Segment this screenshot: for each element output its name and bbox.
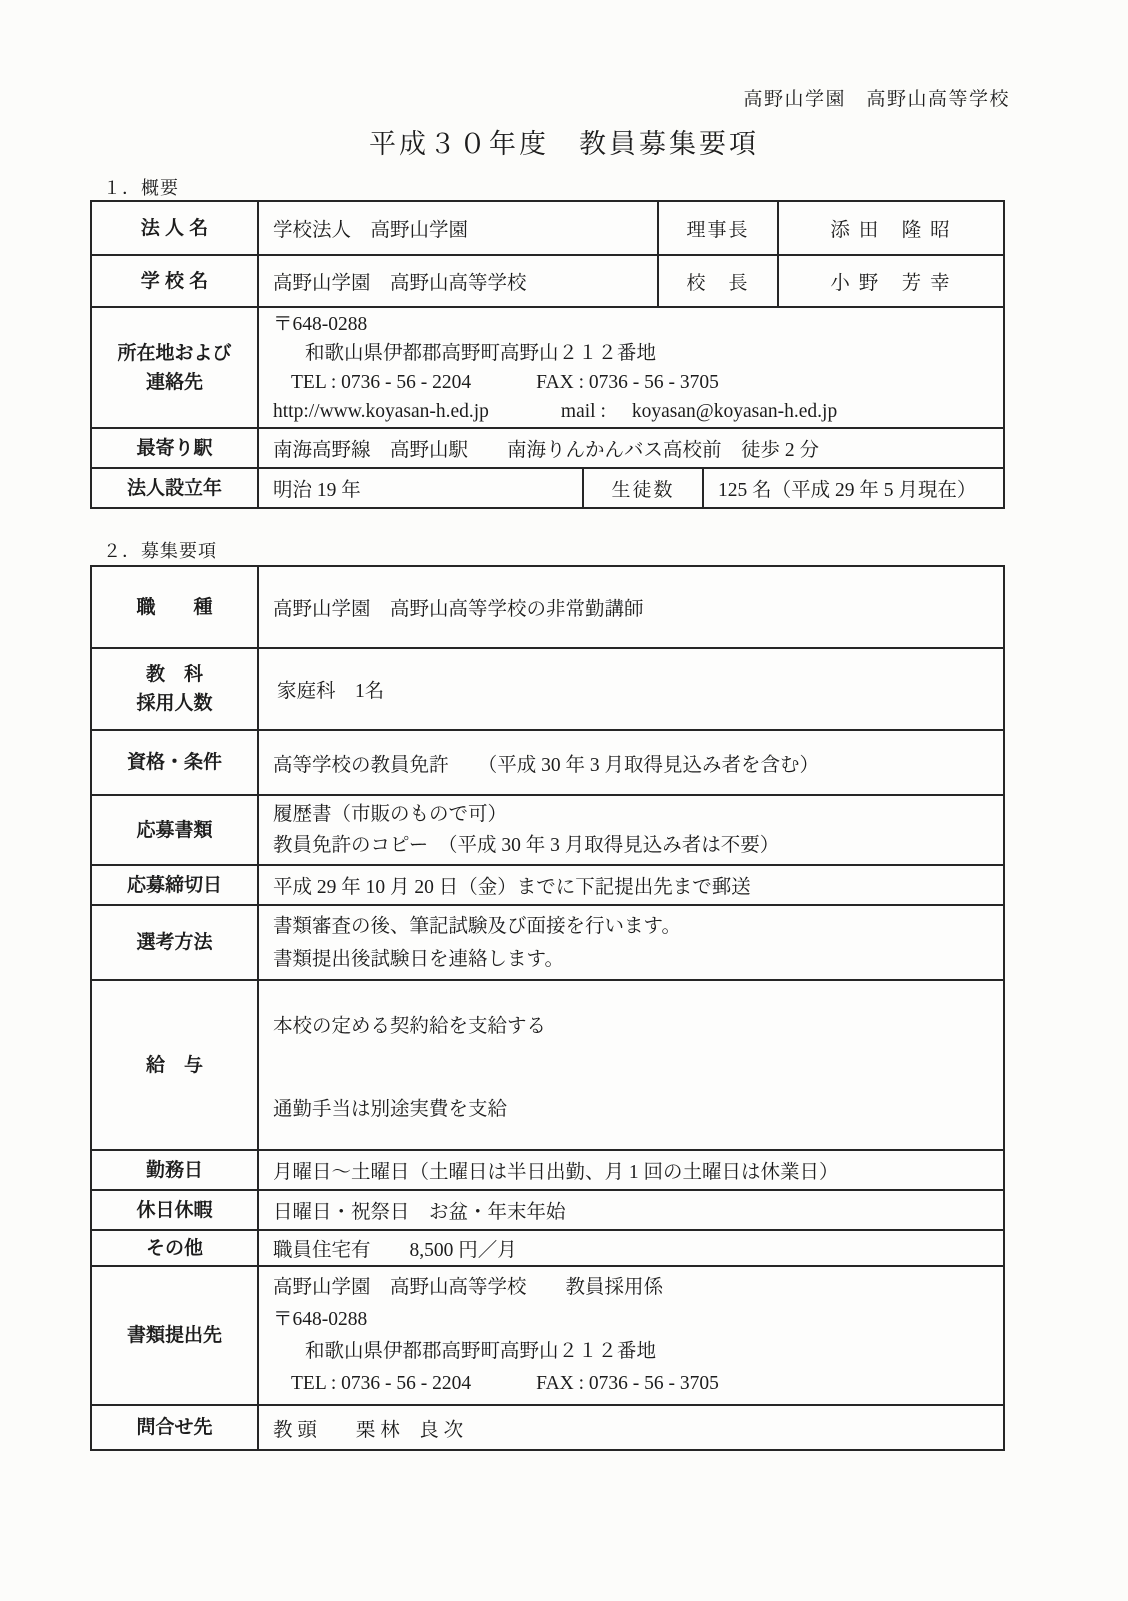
submission-fax: FAX : 0736 - 56 - 3705 xyxy=(536,1372,719,1394)
table-row-address xyxy=(92,306,1003,427)
selection-label: 選考方法 xyxy=(136,932,213,953)
salary-line2: 通勤手当は別途実費を支給 xyxy=(273,1098,508,1120)
other-value: 職員住宅有 8,500 円／月 xyxy=(257,1231,1003,1265)
principal-name: 小 野 芳 幸 xyxy=(777,256,1003,306)
contact-label: 問合せ先 xyxy=(136,1417,213,1438)
header-school-name: 高野山学園 高野山高等学校 xyxy=(743,89,1010,110)
tel-fax-line xyxy=(273,368,989,397)
submission-label: 書類提出先 xyxy=(126,1325,222,1346)
table-row-qualification xyxy=(92,729,1003,794)
students-value: 125 名（平成 29 年 5 月現在） xyxy=(702,469,1003,507)
subject-label-line2: 採用人数 xyxy=(136,693,213,714)
address-content xyxy=(257,308,1003,427)
postal-code: 〒648-0288 xyxy=(273,313,368,335)
table-row-documents xyxy=(92,794,1003,864)
salary-line1: 本校の定める契約給を支給する xyxy=(273,1015,547,1037)
salary-label: 給 与 xyxy=(145,1054,203,1076)
table-row-holidays xyxy=(92,1189,1003,1229)
founded-label: 法人設立年 xyxy=(126,477,222,499)
job-type-value: 高野山学園 高野山高等学校の非常勤講師 xyxy=(257,567,1003,647)
table-row-contact xyxy=(92,1404,1003,1449)
tel-number: TEL : 0736 - 56 - 2204 xyxy=(291,371,472,393)
overview-table xyxy=(90,200,1005,509)
corporation-value: 学校法人 高野山学園 xyxy=(257,202,657,254)
address-label-line1: 所在地および xyxy=(117,342,232,364)
subject-label xyxy=(92,649,257,729)
chairman-label: 理事長 xyxy=(657,202,777,254)
address-label xyxy=(92,308,257,427)
fax-number: FAX : 0736 - 56 - 3705 xyxy=(536,371,719,393)
table-row-deadline xyxy=(92,864,1003,904)
submission-postal: 〒648-0288 xyxy=(273,1308,368,1330)
chairman-name: 添 田 隆 昭 xyxy=(777,202,1003,254)
submission-tel-fax-line xyxy=(273,1368,989,1400)
qualification-label: 資格・条件 xyxy=(126,752,222,773)
submission-line1: 高野山学園 高野山高等学校 教員採用係 xyxy=(273,1276,664,1298)
documents-line1: 履歴書（市販のもので可） xyxy=(273,804,508,825)
page-title: 平成３０年度 教員募集要項 xyxy=(369,129,759,159)
school-label: 学 校 名 xyxy=(140,270,209,292)
corporation-label: 法 人 名 xyxy=(140,217,209,239)
section-heading-overview: １．概要 xyxy=(103,178,179,198)
table-row-founded xyxy=(92,467,1003,507)
table-row-submission xyxy=(92,1265,1003,1404)
documents-line2: 教員免許のコピー （平成 30 年 3 月取得見込み者は不要） xyxy=(273,835,780,856)
table-row-other xyxy=(92,1229,1003,1265)
submission-value xyxy=(257,1267,1003,1404)
workdays-label: 勤務日 xyxy=(145,1159,203,1181)
web-mail-line xyxy=(273,397,989,426)
table-row-subject xyxy=(92,647,1003,729)
table-row-corporation xyxy=(92,202,1003,254)
school-value: 高野山学園 高野山高等学校 xyxy=(257,256,657,306)
contact-value: 教 頭 栗 林 良 次 xyxy=(257,1406,1003,1449)
selection-line1: 書類審査の後、筆記試験及び面接を行います。 xyxy=(273,915,681,937)
students-label: 生徒数 xyxy=(582,469,702,507)
qualification-value: 高等学校の教員免許 （平成 30 年 3 月取得見込み者を含む） xyxy=(257,731,1003,794)
selection-line2: 書類提出後試験日を連絡します。 xyxy=(273,948,564,970)
table-row-station xyxy=(92,427,1003,467)
table-row-school xyxy=(92,254,1003,306)
documents-label: 応募書類 xyxy=(136,819,213,841)
founded-value: 明治 19 年 xyxy=(257,469,582,507)
mail-address: koyasan@koyasan-h.ed.jp xyxy=(631,400,838,422)
documents-value xyxy=(257,796,1003,864)
holidays-value: 日曜日・祝祭日 お盆・年末年始 xyxy=(257,1191,1003,1229)
principal-label: 校 長 xyxy=(657,256,777,306)
address-label-line2: 連絡先 xyxy=(145,371,203,393)
mail-label: mail : xyxy=(560,400,606,422)
table-row-salary xyxy=(92,979,1003,1149)
job-type-label: 職 種 xyxy=(136,596,213,618)
table-row-selection xyxy=(92,904,1003,979)
section-heading-recruit: ２．募集要項 xyxy=(103,541,217,561)
table-row-workdays xyxy=(92,1149,1003,1189)
street-address: 和歌山県伊都郡高野町高野山２１２番地 xyxy=(305,342,657,364)
selection-value xyxy=(257,906,1003,979)
subject-label-line1: 教 科 xyxy=(145,664,203,685)
other-label: その他 xyxy=(145,1237,203,1259)
table-row-job-type xyxy=(92,567,1003,647)
website-url: http://www.koyasan-h.ed.jp xyxy=(273,400,489,422)
workdays-value: 月曜日～土曜日（土曜日は半日出勤、月 1 回の土曜日は休業日） xyxy=(257,1151,1003,1189)
salary-value xyxy=(257,981,1003,1149)
station-label: 最寄り駅 xyxy=(136,437,213,459)
subject-value: 家庭科 1名 xyxy=(257,649,1003,729)
deadline-label: 応募締切日 xyxy=(126,874,222,896)
submission-tel: TEL : 0736 - 56 - 2204 xyxy=(291,1372,472,1394)
holidays-label: 休日休暇 xyxy=(136,1199,213,1221)
deadline-value: 平成 29 年 10 月 20 日（金）までに下記提出先まで郵送 xyxy=(257,866,1003,904)
recruit-table xyxy=(90,565,1005,1451)
station-value: 南海高野線 高野山駅 南海りんかんバス高校前 徒歩 2 分 xyxy=(257,429,1003,467)
submission-street: 和歌山県伊都郡高野町高野山２１２番地 xyxy=(305,1340,657,1362)
